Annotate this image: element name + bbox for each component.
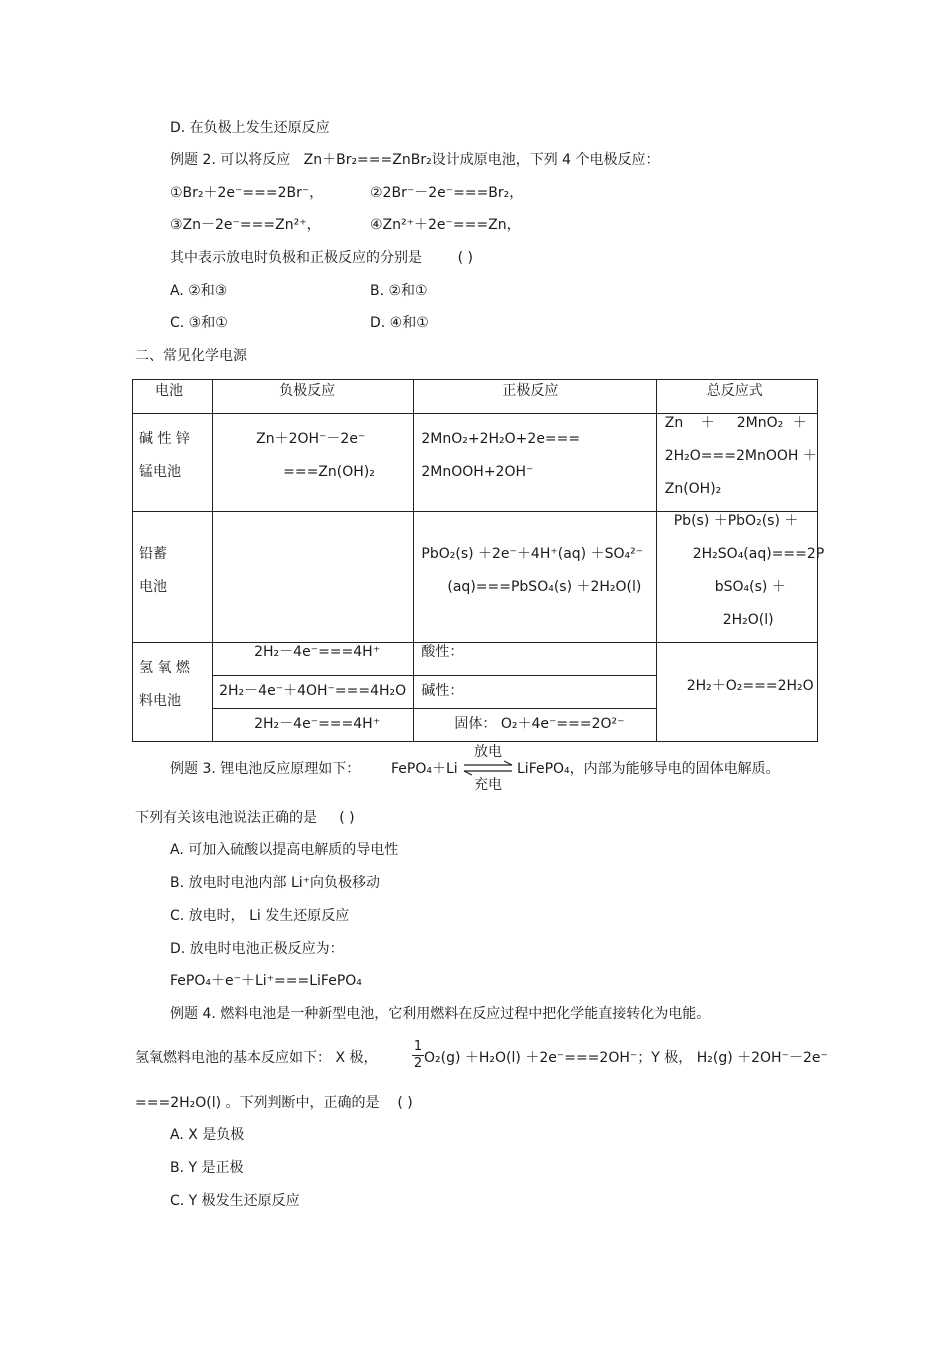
reversible-arrow-icon bbox=[462, 760, 514, 776]
example-4-line2-a: 氢氧燃料电池的基本反应如下： X 极， bbox=[135, 1050, 378, 1066]
battery-name: 氢 氧 燃 料电池 bbox=[133, 643, 213, 742]
table-row bbox=[133, 643, 818, 676]
positive-reaction: PbO₂(s) ＋2e⁻＋4H⁺(aq) ＋SO₄²⁻ (aq)===PbSO₄(s) ＋2H₂O(l) bbox=[414, 512, 656, 643]
example-2-question: 其中表示放电时负极和正极反应的分别是 ( ) bbox=[170, 250, 473, 266]
battery-table bbox=[132, 379, 825, 742]
positive-reaction-solid: 固体： O₂＋4e⁻===2O²⁻ bbox=[414, 709, 656, 742]
example-3-rhs: LiFePO₄，内部为能够导电的固体电解质。 bbox=[517, 761, 780, 777]
table-row bbox=[133, 512, 818, 643]
total-reaction: 2H₂＋O₂===2H₂O bbox=[656, 643, 817, 742]
header-total: 总反应式 bbox=[656, 380, 817, 414]
battery-name: 铅蓄 电池 bbox=[133, 512, 213, 643]
example-2-option-d: D. ④和① bbox=[370, 315, 429, 331]
negative-reaction-base: 2H₂－4e⁻＋4OH⁻===4H₂O bbox=[213, 676, 414, 709]
example-2-option-a: A. ②和③ bbox=[170, 283, 228, 299]
battery-name: 碱 性 锌 锰电池 bbox=[133, 414, 213, 512]
example-2-intro: 例题 2. 可以将反应 Zn＋Br₂===ZnBr₂设计成原电池，下列 4 个电极反应： bbox=[170, 152, 660, 168]
negative-reaction-solid: 2H₂－4e⁻===4H⁺ bbox=[213, 709, 414, 742]
example-4-option-b: B. Y 是正极 bbox=[170, 1160, 244, 1176]
reaction-4: ④Zn²⁺＋2e⁻===Zn， bbox=[370, 217, 521, 233]
example-4-option-a: A. X 是负极 bbox=[170, 1127, 245, 1143]
reaction-1: ①Br₂＋2e⁻===2Br⁻， bbox=[170, 185, 324, 201]
header-battery: 电池 bbox=[133, 380, 213, 414]
example-3-option-d: D. 放电时电池正极反应为： bbox=[170, 941, 344, 957]
header-positive: 正极反应 bbox=[414, 380, 656, 414]
example-3-lhs: FePO₄＋Li bbox=[391, 761, 458, 777]
example-4-intro: 例题 4. 燃料电池是一种新型电池，它利用燃料在反应过程中把化学能直接转化为电能。 bbox=[170, 1006, 711, 1022]
label-discharge: 放电 bbox=[474, 744, 502, 760]
negative-reaction: Zn＋2OH⁻－2e⁻ ===Zn(OH)₂ bbox=[213, 414, 414, 512]
positive-reaction-acid: 酸性： bbox=[414, 643, 656, 676]
negative-reaction bbox=[213, 512, 414, 643]
section-title: 二、常见化学电源 bbox=[135, 348, 247, 364]
example-3-option-d-equation: FePO₄＋e⁻＋Li⁺===LiFePO₄ bbox=[170, 973, 362, 989]
reaction-2: ②2Br⁻－2e⁻===Br₂， bbox=[370, 185, 524, 201]
fraction-denominator: 2 bbox=[413, 1056, 423, 1071]
reaction-3: ③Zn－2e⁻===Zn²⁺， bbox=[170, 217, 321, 233]
example-3-option-b: B. 放电时电池内部 Li⁺向负极移动 bbox=[170, 875, 381, 891]
positive-reaction-base: 碱性： bbox=[414, 676, 656, 709]
option-d: D. 在负极上发生还原反应 bbox=[170, 120, 330, 136]
total-reaction: Pb(s) ＋PbO₂(s) ＋ 2H₂SO₄(aq)===2P bSO₄(s) ＋ 2H₂O(l) bbox=[656, 512, 817, 643]
example-3-option-c: C. 放电时， Li 发生还原反应 bbox=[170, 908, 350, 924]
example-4-option-c: C. Y 极发生还原反应 bbox=[170, 1193, 300, 1209]
table-row bbox=[133, 414, 818, 512]
example-3-intro: 例题 3. 锂电池反应原理如下： bbox=[170, 761, 361, 777]
example-2-option-c: C. ③和① bbox=[170, 315, 228, 331]
example-2-option-b: B. ②和① bbox=[370, 283, 428, 299]
fraction-numerator: 1 bbox=[413, 1039, 423, 1054]
total-reaction: Zn ＋ 2MnO₂ ＋ 2H₂O===2MnOOH ＋ Zn(OH)₂ bbox=[656, 414, 817, 512]
fraction-one-half bbox=[412, 1040, 424, 1071]
label-charge: 充电 bbox=[474, 777, 502, 793]
example-3-option-a: A. 可加入硫酸以提高电解质的导电性 bbox=[170, 842, 399, 858]
example-3-question: 下列有关该电池说法正确的是 ( ) bbox=[135, 810, 355, 826]
table-header-row bbox=[133, 380, 818, 414]
positive-reaction: 2MnO₂+2H₂O+2e=== 2MnOOH+2OH⁻ bbox=[414, 414, 656, 512]
example-4-line2-b: O₂(g) ＋H₂O(l) ＋2e⁻===2OH⁻；Y 极， H₂(g) ＋2OH⁻－2e⁻ bbox=[424, 1050, 828, 1066]
negative-reaction-acid: 2H₂－4e⁻===4H⁺ bbox=[213, 643, 414, 676]
header-negative: 负极反应 bbox=[213, 380, 414, 414]
example-4-line3: ===2H₂O(l) 。下列判断中，正确的是 ( ) bbox=[135, 1095, 413, 1111]
